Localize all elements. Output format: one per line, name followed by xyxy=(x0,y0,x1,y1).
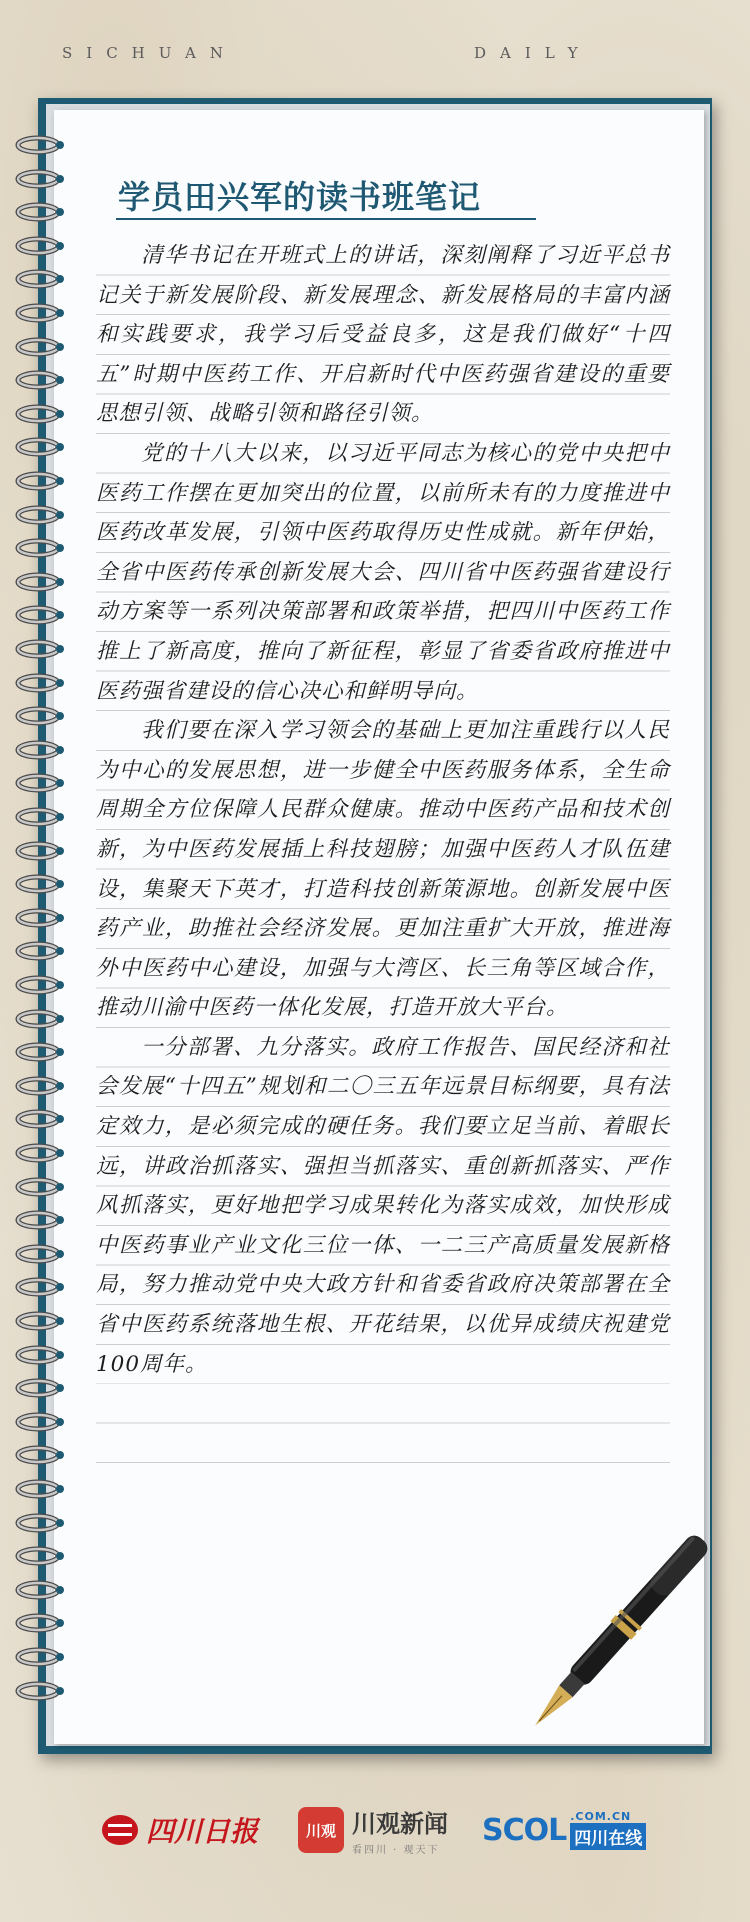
sichuan-daily-name: 四川日报 xyxy=(146,1815,259,1848)
spiral-ring xyxy=(14,403,72,425)
spiral-ring xyxy=(14,1612,72,1634)
chuanguan-logo[interactable] xyxy=(298,1800,448,1860)
spiral-ring xyxy=(14,537,72,559)
spiral-ring xyxy=(14,302,72,324)
spiral-ring xyxy=(14,1142,72,1164)
paragraph-3: 我们要在深入学习领会的基础上更加注重践行以人民为中心的发展思想，进一步健全中医药服务体系，全生命周期全方位保障人民群众健康。推动中医药产品和技术创新，为中医药发展插上科技翅膀；加强中医药人才队伍建设，集聚天下英才，打造科技创新策源地。创新发展中医药产业，助推社会经济发展。更加注重扩大开放，推进海外中医药中心建设，加强与大湾区、长三角等区域合作，推动川渝中医药一体化发展，打造开放大平台。 xyxy=(96,718,670,1021)
blank-ruled-lines xyxy=(96,1384,670,1464)
title-underline xyxy=(116,218,536,220)
spiral-ring xyxy=(14,604,72,626)
spiral-ring xyxy=(14,772,72,794)
chuanguan-name: 川观新闻 xyxy=(352,1810,448,1838)
spiral-ring xyxy=(14,1545,72,1567)
sichuan-daily-logo-icon xyxy=(102,1815,138,1845)
paragraph-1: 清华书记在开班式上的讲话，深刻阐释了习近平总书记关于新发展阶段、新发展理念、新发展格局的丰富内涵和实践要求，我学习后受益良多，这是我们做好“十四五”时期中医药工作、开启新时代中医药强省建设的重要思想引领、战略引领和路径引领。 xyxy=(96,243,670,427)
spiral-ring xyxy=(14,571,72,593)
masthead-word-1: SICHUAN xyxy=(62,44,237,62)
scol-logo[interactable] xyxy=(482,1800,646,1860)
spiral-ring xyxy=(14,1176,72,1198)
spiral-ring xyxy=(14,1680,72,1702)
fountain-pen-icon xyxy=(520,1488,750,1748)
note-title: 学员田兴军的读书班笔记 xyxy=(118,178,482,216)
footer-logos xyxy=(0,1800,750,1880)
spiral-ring xyxy=(14,1243,72,1265)
sichuan-daily-logo[interactable] xyxy=(102,1800,258,1860)
spiral-ring xyxy=(14,1108,72,1130)
spiral-ring xyxy=(14,705,72,727)
spiral-ring xyxy=(14,1310,72,1332)
spiral-ring xyxy=(14,873,72,895)
spiral-ring xyxy=(14,1209,72,1231)
paragraph-4: 一分部署、九分落实。政府工作报告、国民经济和社会发展“十四五”规划和二〇三五年远景目标纲要，具有法定效力，是必须完成的硬任务。我们要立足当前、着眼长远，讲政治抓落实、强担当抓落实、重创新抓落实、严作风抓落实，更好地把学习成果转化为落实成效，加快形成中医药事业产业文化三位一体、一二三产高质量发展新格局，努力推动党中央大政方针和省委省政府决策部署在全省中医药系统落地生根、开花结果，以优异成绩庆祝建党100周年。 xyxy=(96,1034,670,1377)
spiral-ring xyxy=(14,806,72,828)
spiral-ring xyxy=(14,168,72,190)
spiral-ring xyxy=(14,907,72,929)
spiral-ring xyxy=(14,840,72,862)
spiral-ring xyxy=(14,1075,72,1097)
spiral-ring xyxy=(14,1478,72,1500)
spiral-ring xyxy=(14,336,72,358)
paragraph-2: 党的十八大以来，以习近平同志为核心的党中央把中医药工作摆在更加突出的位置，以前所未有的力度推进中医药改革发展，引领中医药取得历史性成就。新年伊始，全省中医药传承创新发展大会、四川省中医药强省建设行动方案等一系列决策部署和政策举措，把四川中医药工作推上了新高度，推向了新征程，彰显了省委省政府推进中医药强省建设的信心决心和鲜明导向。 xyxy=(96,440,670,704)
spiral-ring xyxy=(14,1008,72,1030)
chuanguan-logo-icon: 川观 xyxy=(298,1807,344,1853)
spiral-ring xyxy=(14,672,72,694)
spiral-ring xyxy=(14,268,72,290)
spiral-ring xyxy=(14,201,72,223)
spiral-ring xyxy=(14,1041,72,1063)
spiral-ring xyxy=(14,470,72,492)
spiral-ring xyxy=(14,504,72,526)
spiral-ring xyxy=(14,436,72,458)
scol-domain: .COM.CN xyxy=(570,1810,632,1823)
scol-logo-icon: SCOL xyxy=(482,1812,567,1848)
spiral-ring xyxy=(14,739,72,761)
spiral-ring xyxy=(14,1444,72,1466)
masthead-word-2: DAILY xyxy=(474,44,592,62)
note-body xyxy=(96,236,670,1384)
spiral-ring xyxy=(14,974,72,996)
spiral-ring xyxy=(14,1377,72,1399)
spiral-ring xyxy=(14,369,72,391)
spiral-ring xyxy=(14,1512,72,1534)
chuanguan-slogan: 看四川 · 观天下 xyxy=(352,1845,440,1856)
spiral-binding-icon xyxy=(14,134,78,1714)
spiral-ring xyxy=(14,1344,72,1366)
spiral-ring xyxy=(14,638,72,660)
spiral-ring xyxy=(14,1579,72,1601)
masthead xyxy=(0,44,750,68)
spiral-ring xyxy=(14,1646,72,1668)
spiral-ring xyxy=(14,1411,72,1433)
scol-chinese-name: 四川在线 xyxy=(570,1823,646,1850)
spiral-ring xyxy=(14,940,72,962)
spiral-ring xyxy=(14,1276,72,1298)
spiral-ring xyxy=(14,235,72,257)
spiral-ring xyxy=(14,134,72,156)
